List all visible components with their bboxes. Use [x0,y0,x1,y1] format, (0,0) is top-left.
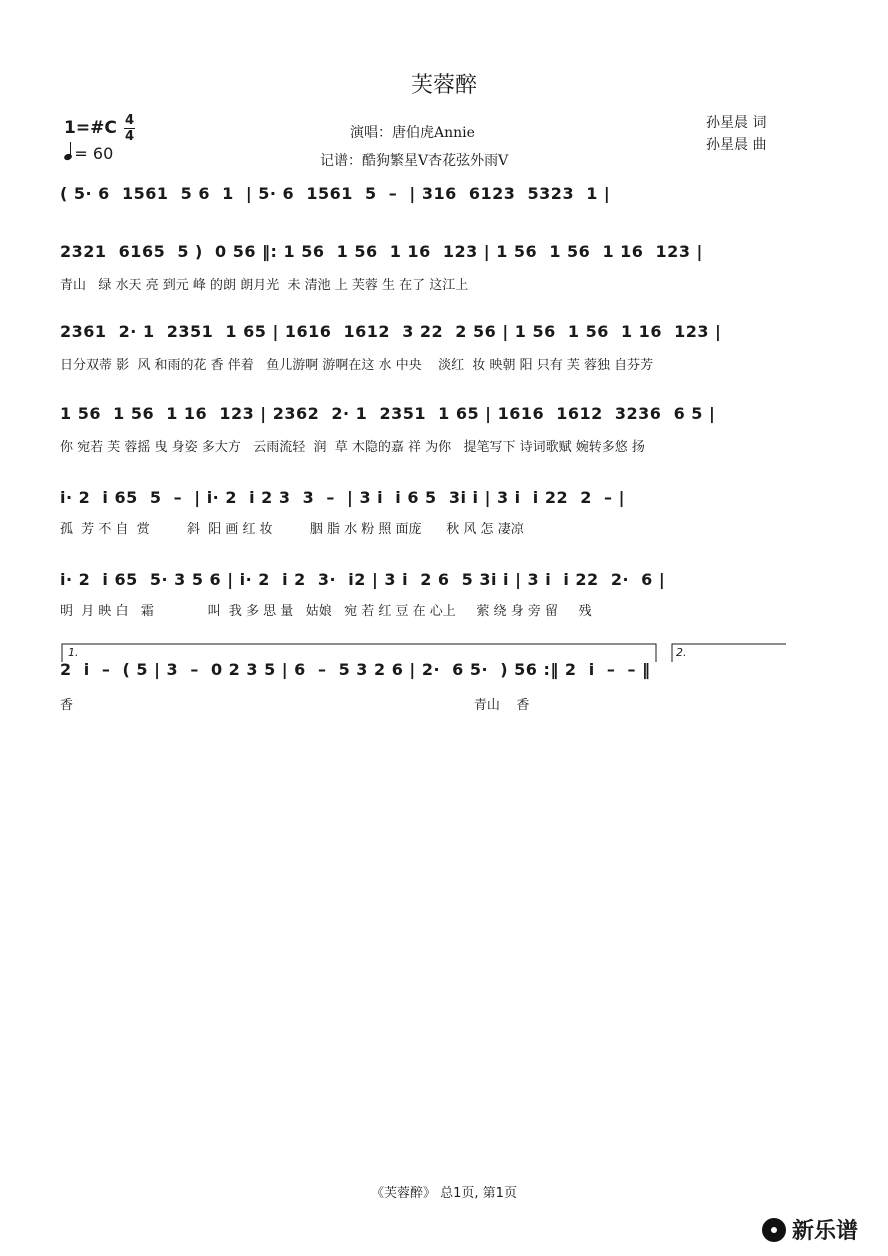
page-footer: 《芙蓉醉》 总1页, 第1页 [371,1186,517,1201]
vinyl-disc-icon [762,1218,786,1242]
song-title: 芙蓉醉 [410,73,477,98]
music-line-2: 2321 6165 5 ) 0 56 ‖: 1 56 1 56 1 16 123 | 1 56 1 56 1 16 123 | [60,242,703,261]
music-line-3: 2361 2· 1 2351 1 65 | 1616 1612 3 22 2 56 | 1 56 1 56 1 16 123 | [60,322,722,341]
lyric-line-6: 明 月 映 白 霜 叫 我 多 思 量 姑娘 宛 若 红 豆 在 心上 萦 绕 身 旁 留 残 [60,604,592,619]
lyric-line-2: 青山 绿 水天 亮 到元 峰 的朗 朗月光 未 清池 上 芙蓉 生 在了 这江上 [60,278,469,293]
music-line-5: i· 2 i 65 5 – | i· 2 i 2 3 3 – | 3 i i 6 5 3i i | 3 i i 22 2 – | [60,488,625,507]
brand-name: 新乐谱 [792,1219,859,1244]
volta-brackets [60,640,790,664]
svg-text:1.: 1. [68,646,79,659]
svg-text:2.: 2. [676,646,687,659]
brand-logo [762,1214,858,1245]
lyric-line-5: 孤 芳 不 自 赏 斜 阳 画 红 妆 胭 脂 水 粉 照 面庞 秋 风 怎 凄凉 [60,522,524,537]
lyricist-credit: 孙星晨 词 [706,115,767,131]
key-signature: 1=#C [64,118,117,138]
time-sig-numerator: 4 [124,113,135,128]
lyric-line-3: 日分双蒂 影 风 和雨的花 香 伴着 鱼儿游啊 游啊在这 水 中央 淡红 妆 映朝 阳 只有 芙 蓉独 自芬芳 [60,358,654,373]
music-line-7: 2 i – ( 5 | 3 – 0 2 3 5 | 6 – 5 3 2 6 | 2· 6 5· ) 56 :‖ 2 i – – ‖ [60,660,651,679]
time-sig-denominator: 4 [124,129,135,144]
time-signature [124,114,135,143]
singer-credit: 演唱：唐伯虎Annie [350,125,475,141]
tempo-marking [64,144,113,163]
tempo-value: = 60 [74,144,114,163]
composer-credit: 孙星晨 曲 [706,137,767,153]
lyric-line-7: 香 青山 香 [60,698,530,713]
lyric-line-4: 你 宛若 芙 蓉摇 曳 身姿 多大方 云雨流轻 润 草 木隐的嘉 祥 为你 提笔写下 诗词歌赋 婉转多悠 扬 [60,440,645,455]
music-line-6: i· 2 i 65 5· 3 5 6 | i· 2 i 2 3· i2 | 3 i 2 6 5 3i i | 3 i i 22 2· 6 | [60,570,666,589]
transcriber-credit: 记谱：酷狗繁星V杏花弦外雨V [320,153,509,169]
music-line-4: 1 56 1 56 1 16 123 | 2362 2· 1 2351 1 65 | 1616 1612 3236 6 5 | [60,404,716,423]
music-line-1: ( 5· 6 1561 5 6 1 | 5· 6 1561 5 – | 316 6123 5323 1 | [60,184,611,203]
